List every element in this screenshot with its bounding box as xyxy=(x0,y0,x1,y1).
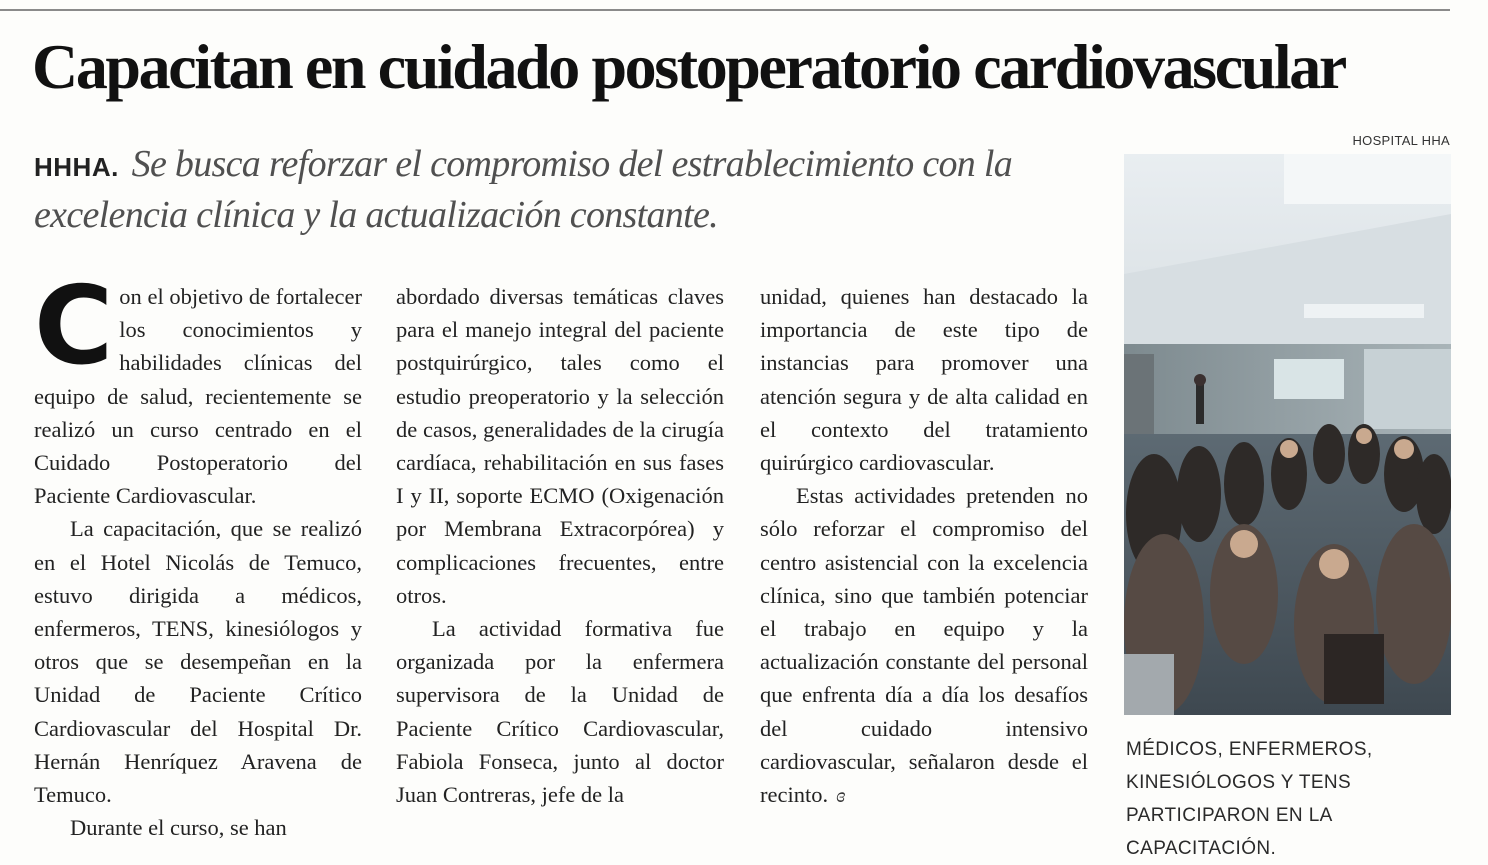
deck-kicker: HHHA. xyxy=(34,152,119,182)
article-column-3 xyxy=(760,280,1088,813)
end-mark-icon: ɞ xyxy=(836,785,846,808)
article-column-1 xyxy=(34,264,362,844)
drop-cap: C xyxy=(34,264,114,389)
top-rule xyxy=(0,9,1450,11)
deck-text: Se busca reforzar el compromiso del estrablecimiento con la excelencia clínica y la actualización constante. xyxy=(34,143,1013,236)
paragraph: Durante el curso, se han xyxy=(70,815,287,841)
article-headline: Capacitan en cuidado postoperatorio cardiovascular xyxy=(32,31,1345,102)
paragraph xyxy=(760,479,1088,813)
article-deck xyxy=(34,140,1104,239)
classroom-photo-illustration xyxy=(1124,154,1451,715)
article-column-2 xyxy=(396,280,724,811)
paragraph: abordado diversas temáticas claves para el manejo integral del paciente postquirúrgico, tales como el estudio preoperatorio y la selección de casos, generalidades de la cirugía cardíaca, rehabilitación en sus fases I y II, soporte ECMO (Oxigenación por Membrana Extracorpórea) y complicaciones frecuentes, entre otros. xyxy=(396,284,724,608)
paragraph: La capacitación, que se realizó en el Hotel Nicolás de Temuco, estuvo dirigida a médicos, enfermeros, TENS, kinesiólogos y otros que se desempeñan en la Unidad de Paciente Crítico Cardiovascular del Hospital Dr. Hernán Henríquez Aravena de Temuco. xyxy=(34,516,362,808)
photo-caption: MÉDICOS, ENFERMEROS, KINESIÓLOGOS Y TENS PARTICIPARON EN LA CAPACITACIÓN. xyxy=(1126,739,1373,859)
paragraph-text: on el objetivo de fortalecer los conocimientos y habilidades clínicas del equipo de salud, recientemente se realizó un curso centrado en el Cuidado Postoperatorio del Paciente Cardiovascular. xyxy=(34,284,362,509)
article-photo xyxy=(1124,154,1451,715)
photo-credit: HOSPITAL HHA xyxy=(1352,133,1450,148)
paragraph xyxy=(34,264,362,512)
paragraph-text: Estas actividades pretenden no sólo reforzar el compromiso del centro asistencial con la excelencia clínica, sino que también potenciar el trabajo en equipo y la actualización constante del personal que enfrenta día a día los desafíos del cuidado intensivo cardiovascular, señalaron desde el recinto. xyxy=(760,483,1088,808)
paragraph: La actividad formativa fue organizada por la enfermera supervisora de la Unidad de Paciente Crítico Cardiovascular, Fabiola Fonseca, junto al doctor Juan Contreras, jefe de la xyxy=(396,616,724,808)
paragraph: unidad, quienes han destacado la importancia de este tipo de instancias para promover una atención segura y de alta calidad en el contexto del tratamiento quirúrgico cardiovascular. xyxy=(760,284,1088,476)
